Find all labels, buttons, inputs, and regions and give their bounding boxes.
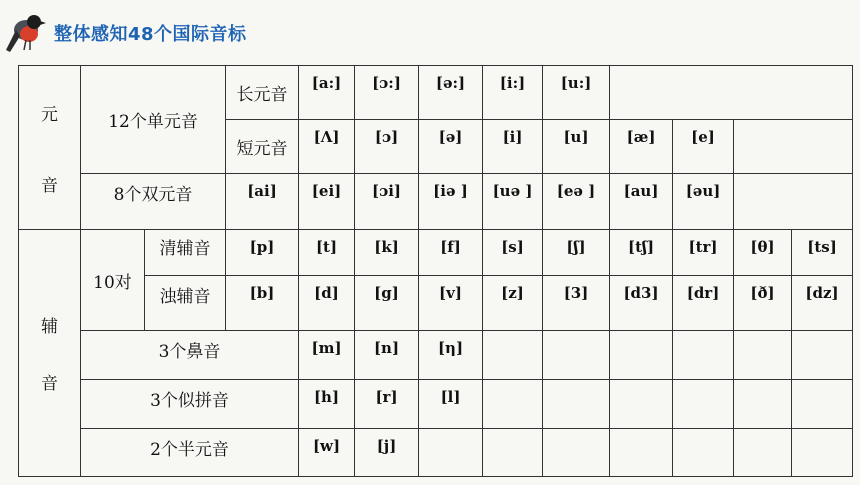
phonetic-table [18,65,853,477]
empty-cell [673,429,734,477]
monophthong-label: 12个单元音 [81,66,226,174]
long-vowel-0: [a:] [299,66,355,120]
voiced-label: 浊辅音 [145,276,226,331]
diphthong-label: 8个双元音 [81,174,226,230]
diphthong-4: [uə ] [483,174,543,230]
bird-icon [4,8,48,56]
voiceless-4: [s] [483,230,543,276]
nasal-label: 3个鼻音 [81,331,299,380]
diphthong-0: [ai] [226,174,299,230]
consonant-section-label: 辅 音 [19,230,81,477]
diphthong-5: [eə ] [543,174,610,230]
diphthong-2: [ɔi] [355,174,419,230]
page-title: 整体感知48个国际音标 [54,24,247,45]
short-vowel-label: 短元音 [226,120,299,174]
empty-cell [543,429,610,477]
voiced-2: [g] [355,276,419,331]
empty-cell [483,331,543,380]
voiceless-0: [p] [226,230,299,276]
voiced-5: [3] [543,276,610,331]
empty-cell [483,380,543,429]
voiced-1: [d] [299,276,355,331]
long-vowel-3: [i:] [483,66,543,120]
empty-cell [483,429,543,477]
empty-cell [792,380,853,429]
nasal-2: [η] [419,331,483,380]
voiceless-2: [k] [355,230,419,276]
diphthong-6: [au] [610,174,673,230]
empty-cell [419,429,483,477]
empty-cell [610,331,673,380]
short-vowel-5: [æ] [610,120,673,174]
voiced-7: [dr] [673,276,734,331]
empty-cell [734,174,853,230]
long-vowel-4: [u:] [543,66,610,120]
empty-cell [610,380,673,429]
long-vowel-1: [ɔ:] [355,66,419,120]
short-vowel-2: [ə] [419,120,483,174]
voiceless-6: [tʃ] [610,230,673,276]
similar-2: [l] [419,380,483,429]
voiceless-9: [ts] [792,230,853,276]
empty-cell [543,380,610,429]
voiceless-label: 清辅音 [145,230,226,276]
empty-cell [734,120,853,174]
semivowel-label: 2个半元音 [81,429,299,477]
empty-cell [734,429,792,477]
long-vowel-label: 长元音 [226,66,299,120]
voiced-9: [dz] [792,276,853,331]
semivowel-0: [w] [299,429,355,477]
short-vowel-4: [u] [543,120,610,174]
voiceless-7: [tr] [673,230,734,276]
short-vowel-0: [Λ] [299,120,355,174]
empty-cell [610,429,673,477]
empty-cell [734,331,792,380]
voiced-0: [b] [226,276,299,331]
similar-1: [r] [355,380,419,429]
empty-cell [673,331,734,380]
vowel-section-label: 元 音 [19,66,81,230]
short-vowel-3: [i] [483,120,543,174]
diphthong-1: [ei] [299,174,355,230]
voiced-6: [d3] [610,276,673,331]
voiced-4: [z] [483,276,543,331]
diphthong-3: [iə ] [419,174,483,230]
long-vowel-2: [ə:] [419,66,483,120]
nasal-0: [m] [299,331,355,380]
diphthong-7: [əu] [673,174,734,230]
pairs-label: 10对 [81,230,145,331]
similar-0: [h] [299,380,355,429]
voiceless-5: [ʃ] [543,230,610,276]
voiceless-8: [θ] [734,230,792,276]
voiceless-1: [t] [299,230,355,276]
empty-cell [734,380,792,429]
nasal-1: [n] [355,331,419,380]
empty-cell [610,66,853,120]
voiced-8: [ð] [734,276,792,331]
empty-cell [673,380,734,429]
semivowel-1: [j] [355,429,419,477]
short-vowel-1: [ɔ] [355,120,419,174]
empty-cell [792,331,853,380]
voiceless-3: [f] [419,230,483,276]
empty-cell [792,429,853,477]
voiced-3: [v] [419,276,483,331]
empty-cell [543,331,610,380]
similar-label: 3个似拼音 [81,380,299,429]
short-vowel-6: [e] [673,120,734,174]
